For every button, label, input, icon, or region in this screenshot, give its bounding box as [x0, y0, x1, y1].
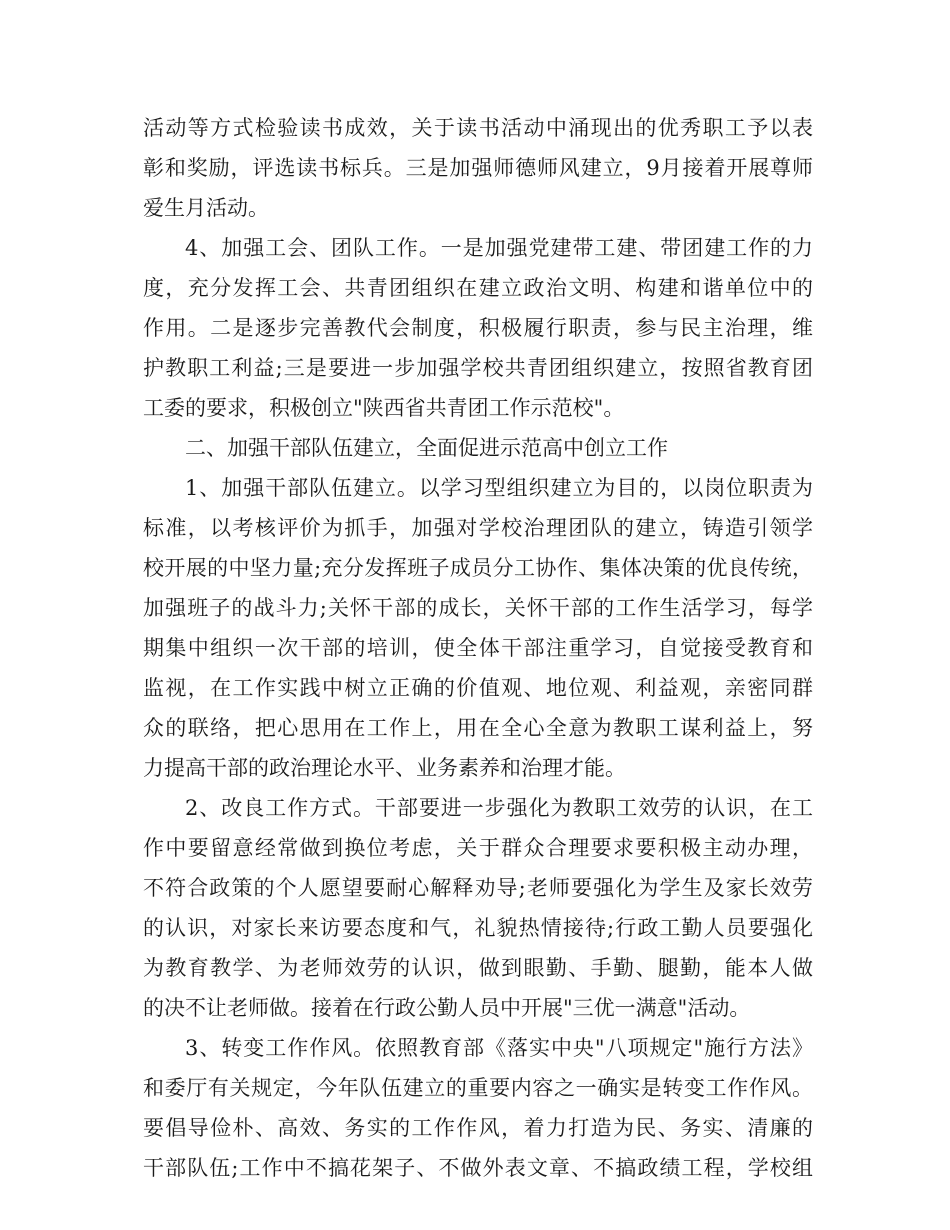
text-line: 4、加强工会、团队工作。一是加强党建带工建、带团建工作的力: [185, 236, 813, 260]
text-line: 的认识，对家长来访要态度和气，礼貌热情接待;行政工勤人员要强化: [143, 916, 813, 940]
text-line: 干部队伍;工作中不搞花架子、不做外表文章、不搞政绩工程，学校组: [143, 1156, 813, 1180]
text-line: 1、加强干部队伍建立。以学习型组织建立为目的，以岗位职责为: [185, 476, 813, 500]
text-line: 加强班子的战斗力;关怀干部的成长，关怀干部的工作生活学习，每学: [143, 596, 813, 620]
text-line: 为教育教学、为老师效劳的认识，做到眼勤、手勤、腿勤，能本人做: [143, 956, 813, 980]
text-line: 度，充分发挥工会、共青团组织在建立政治文明、构建和谐单位中的: [143, 276, 813, 300]
text-line: 3、转变工作作风。依照教育部《落实中央"八项规定"施行方法》: [185, 1036, 813, 1060]
text-line: 爱生月活动。: [143, 196, 269, 220]
text-line: 作中要留意经常做到换位考虑，关于群众合理要求要积极主动办理，: [143, 836, 813, 860]
text-line: 作用。二是逐步完善教代会制度，积极履行职责，参与民主治理，维: [143, 316, 813, 340]
document-body: [143, 108, 813, 1188]
text-line: 期集中组织一次干部的培训，使全体干部注重学习，自觉接受教育和: [143, 636, 813, 660]
text-line: 2、改良工作方式。干部要进一步强化为教职工效劳的认识，在工: [185, 796, 813, 820]
text-line: 要倡导俭朴、高效、务实的工作作风，着力打造为民、务实、清廉的: [143, 1116, 813, 1140]
text-line: 的决不让老师做。接着在行政公勤人员中开展"三优一满意"活动。: [143, 996, 751, 1020]
text-line: 众的联络，把心思用在工作上，用在全心全意为教职工谋利益上，努: [143, 716, 813, 740]
text-line: 护教职工利益;三是要进一步加强学校共青团组织建立，按照省教育团: [143, 356, 813, 380]
text-line: 力提高干部的政治理论水平、业务素养和治理才能。: [143, 756, 626, 780]
text-line: 工委的要求，积极创立"陕西省共青团工作示范校"。: [143, 396, 625, 420]
text-line: 活动等方式检验读书成效，关于读书活动中涌现出的优秀职工予以表: [143, 116, 813, 140]
text-line: 二、加强干部队伍建立，全面促进示范高中创立工作: [185, 436, 668, 460]
text-line: 标准，以考核评价为抓手，加强对学校治理团队的建立，铸造引领学: [143, 516, 813, 540]
text-line: 校开展的中坚力量;充分发挥班子成员分工协作、集体决策的优良传统，: [143, 556, 813, 580]
text-line: 和委厅有关规定，今年队伍建立的重要内容之一确实是转变工作作风。: [143, 1076, 813, 1100]
text-line: 彰和奖励，评选读书标兵。三是加强师德师风建立，9月接着开展尊师: [143, 156, 813, 180]
text-line: 监视，在工作实践中树立正确的价值观、地位观、利益观，亲密同群: [143, 676, 813, 700]
text-line: 不符合政策的个人愿望要耐心解释劝导;老师要强化为学生及家长效劳: [143, 876, 813, 900]
